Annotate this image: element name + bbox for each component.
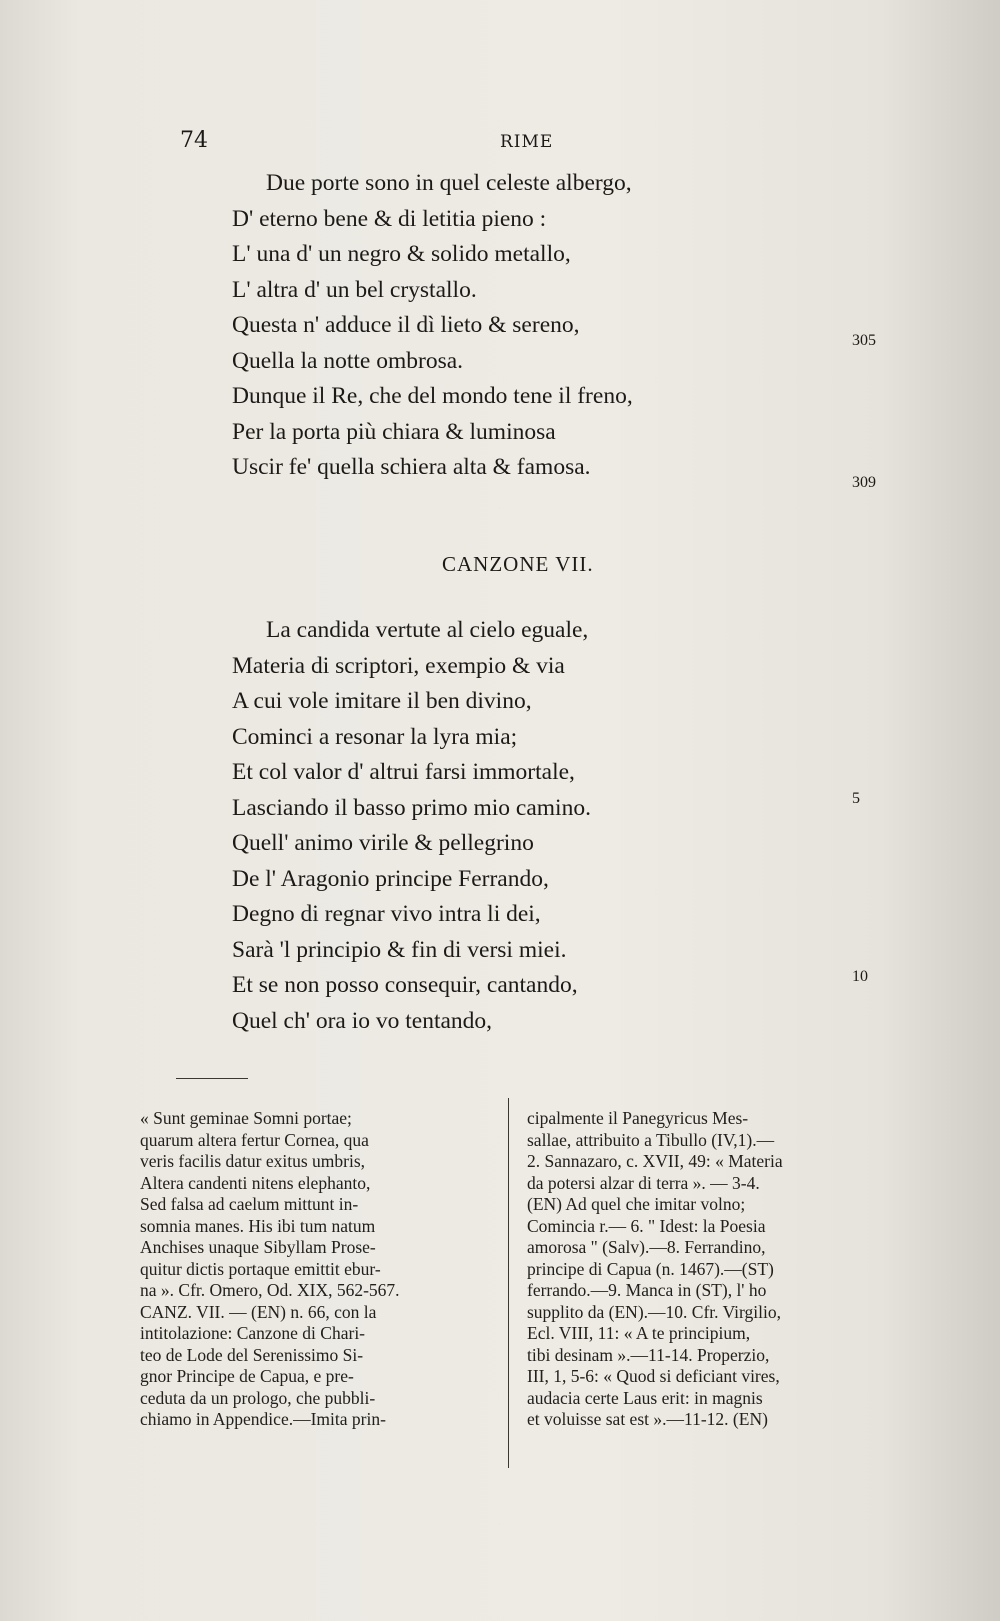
note-line: 2. Sannazaro, c. XVII, 49: « Materia — [527, 1151, 783, 1171]
note-line: ceduta da un prologo, che pubbli- — [140, 1387, 376, 1408]
note-line: cipalmente il Panegyricus Mes- — [527, 1108, 749, 1128]
note-line: gnor Principe de Capua, e pre- — [140, 1366, 354, 1386]
note-line: et voluisse sat est ».—11-12. (EN) — [527, 1409, 768, 1429]
note-line: supplito da (EN).—10. Cfr. Virgilio, — [527, 1301, 781, 1322]
verse-line: Quell' animo virile & pellegrino — [232, 830, 534, 856]
verse-line: Et col valor d' altrui farsi immortale, — [232, 759, 575, 785]
canzone-title: CANZONE VII. — [442, 552, 594, 576]
note-line: somnia manes. His ibi tum natum — [140, 1215, 376, 1236]
note-line: chiamo in Appendice.—Imita prin- — [140, 1409, 386, 1429]
verse-line: Per la porta più chiara & luminosa — [232, 418, 556, 445]
verse-line: L' una d' un negro & solido metallo, — [232, 241, 571, 267]
verse-block-previous-canzone — [232, 166, 792, 486]
footnotes-left-column — [140, 1108, 495, 1431]
verse-line: L' altra d' un bel crystallo. — [232, 276, 477, 303]
note-line: III, 1, 5-6: « Quod si deficiant vires, — [527, 1366, 780, 1386]
note-line: (EN) Ad quel che imitar volno; — [527, 1194, 746, 1214]
note-line: teo de Lode del Serenissimo Si- — [140, 1344, 364, 1365]
note-line: Comincia r.— 6. " Idest: la Poesia — [527, 1215, 766, 1236]
note-line: veris facilis datur exitus umbris, — [140, 1151, 366, 1171]
note-line: tibi desinam ».—11-14. Properzio, — [527, 1344, 770, 1365]
note-line: Sed falsa ad caelum mittunt in- — [140, 1194, 359, 1214]
line-number: 309 — [852, 474, 876, 491]
verse-line: Quella la notte ombrosa. — [232, 347, 464, 374]
verse-line: Quel ch' ora io vo tentando, — [232, 1007, 493, 1034]
verse-block-canzone-vii — [232, 613, 792, 1039]
page-header — [180, 128, 880, 168]
verse-line: A cui vole imitare il ben divino, — [232, 688, 532, 714]
verse-line: Cominci a resonar la lyra mia; — [232, 723, 518, 750]
running-head: RIME — [500, 132, 554, 152]
note-line: Ecl. VIII, 11: « A te principium, — [527, 1323, 751, 1343]
note-line: audacia certe Laus erit: in magnis — [527, 1387, 763, 1408]
verse-line: Dunque il Re, che del mondo tene il freno, — [232, 383, 633, 409]
note-line: intitolazione: Canzone di Chari- — [140, 1323, 366, 1343]
page-number: 74 — [180, 128, 208, 153]
note-line: sallae, attribuito a Tibullo (IV,1).— — [527, 1129, 775, 1150]
line-number: 305 — [852, 332, 876, 349]
verse-line: La candida vertute al cielo eguale, — [266, 617, 589, 643]
verse-line: Sarà 'l principio & fin di versi miei. — [232, 936, 567, 963]
verse-line: Degno di regnar vivo intra li dei, — [232, 901, 541, 927]
note-line: Anchises unaque Sibyllam Prose- — [140, 1237, 376, 1257]
line-number: 10 — [852, 968, 868, 985]
note-line: principe di Capua (n. 1467).—(ST) — [527, 1258, 774, 1279]
note-line: ferrando.—9. Manca in (ST), l' ho — [527, 1280, 767, 1300]
verse-line: Lasciando il basso primo mio camino. — [232, 794, 591, 821]
note-line: Altera candenti nitens elephanto, — [140, 1172, 371, 1193]
footnotes-right-column — [527, 1108, 884, 1431]
note-line: na ». Cfr. Omero, Od. XIX, 562-567. — [140, 1280, 400, 1300]
note-line: amorosa " (Salv).—8. Ferrandino, — [527, 1237, 766, 1257]
verse-line: De l' Aragonio principe Ferrando, — [232, 865, 549, 892]
verse-line: Materia di scriptori, exempio & via — [232, 652, 565, 679]
verse-line: Uscir fe' quella schiera alta & famosa. — [232, 454, 591, 480]
note-line: « Sunt geminae Somni portae; — [140, 1108, 352, 1128]
footnote-column-divider — [508, 1098, 509, 1468]
note-line: quarum altera fertur Cornea, qua — [140, 1129, 369, 1150]
verse-line: Questa n' adduce il dì lieto & sereno, — [232, 312, 580, 338]
verse-line: Due porte sono in quel celeste albergo, — [266, 170, 632, 196]
verse-line: Et se non posso consequir, cantando, — [232, 972, 578, 998]
line-number: 5 — [852, 790, 860, 807]
verse-line: D' eterno bene & di letitia pieno : — [232, 205, 547, 232]
note-line: CANZ. VII. — (EN) n. 66, con la — [140, 1301, 377, 1322]
note-line: quitur dictis portaque emittit ebur- — [140, 1258, 381, 1279]
footnote-rule — [176, 1078, 248, 1079]
note-line: da potersi alzar di terra ». — 3-4. — [527, 1172, 760, 1193]
